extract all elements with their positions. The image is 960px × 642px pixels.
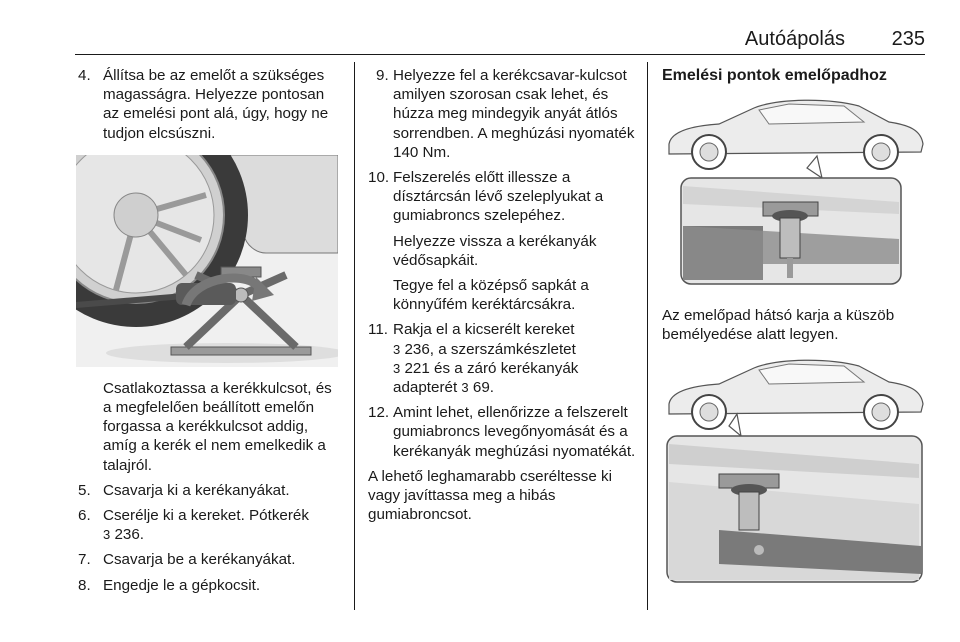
lift-point-rear-illustration	[659, 354, 929, 584]
page-reference-link[interactable]: 236, a szerszámkészletet	[404, 340, 576, 358]
step-4-substep: Csatlakoztassa a kerékkulcsot, és a megfelelően beállított emelőn forgassa a kerékkulcsot addig, amíg a kerék el nem emelkedik a talajról.	[103, 379, 332, 474]
step-11: 11. Rakja el a kicserélt kereket 3 236, a szerszámkészletet 3 221 és a záró kerékanyák adapterét 3 69.	[368, 321, 579, 397]
step-4: 4. Állítsa be az emelőt a szükséges magasságra. Helyezze pontosan az emelési pont alá, úgy, hogy ne tudjon elcsúszni.	[78, 67, 329, 142]
page-number: 235	[891, 28, 925, 50]
step-10: 10. Felszerelés előtt illessze a dísztárcsán lévő szeleplyukat a gumiabroncs szelepéhez.	[368, 169, 604, 225]
page-reference-link[interactable]: 221 és a záró kerékanyák adapterét	[393, 359, 579, 397]
step-8: 8. Engedje le a gépkocsit.	[78, 576, 261, 594]
lift-point-rear-figure	[659, 354, 929, 584]
step-6: 6. Cserélje ki a kereket. Pótkerék 3 236.	[78, 507, 309, 544]
page-reference-link[interactable]: 236.	[114, 526, 145, 544]
column-middle	[368, 66, 640, 528]
lift-point-front-figure	[659, 94, 929, 286]
step-10-sub-1: Helyezze vissza a kerékanyák védősapkáit.	[393, 232, 597, 269]
step-7: 7. Csavarja be a kerékanyákat.	[78, 551, 296, 569]
closing-paragraph: A lehető leghamarabb cseréltesse ki vagy javíttassa meg a hibás gumiabroncsot.	[368, 467, 612, 524]
column-right	[662, 66, 932, 584]
reference-arrow-icon: 3	[461, 380, 469, 396]
reference-arrow-icon: 3	[393, 341, 401, 357]
jack-under-wheel-figure	[76, 155, 338, 367]
reference-arrow-icon: 3	[393, 360, 401, 376]
lift-point-front-illustration	[659, 94, 929, 286]
reference-arrow-icon: 3	[103, 527, 111, 543]
column-divider	[354, 62, 355, 610]
step-9: 9. Helyezze fel a kerékcsavar-kulcsot amilyen szorosan csak lehet, és húzza meg mindegyik anyát átlós sorrendben. A meghúzási nyomaték 140 Nm.	[376, 67, 635, 161]
lift-point-caption: Az emelőpad hátsó karja a küszöb bemélyedése alatt legyen.	[662, 307, 895, 344]
step-4-text: Állítsa be az emelőt a szükséges magasságra. Helyezze pontosan az emelési pont alá, úgy, hogy ne tudjon elcsúszni.	[103, 67, 329, 142]
chapter-title: Autóápolás	[744, 28, 845, 50]
jack-illustration	[76, 155, 338, 367]
section-title: Emelési pontok emelőpadhoz	[662, 67, 887, 84]
step-12: 12. Amint lehet, ellenőrizze a felszerelt gumiabroncs levegőnyomását és a kerékanyák meghúzási nyomatékát.	[368, 404, 636, 460]
step-10-sub-2: Tegye fel a középső sapkát a könnyűfém keréktárcsákra.	[393, 277, 589, 314]
step-5: 5. Csavarja ki a kerékanyákat.	[78, 481, 290, 499]
page-reference-link[interactable]: 69.	[472, 379, 495, 397]
column-left	[78, 66, 343, 601]
column-divider	[647, 62, 648, 610]
page-header	[75, 28, 925, 55]
